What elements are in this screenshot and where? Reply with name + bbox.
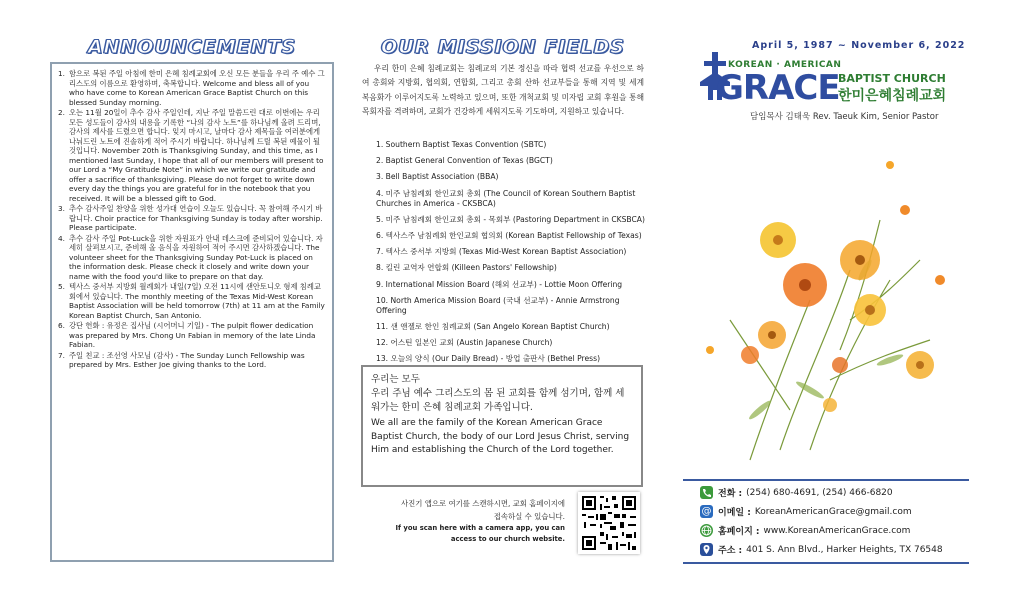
- announcements-list: [58, 69, 326, 370]
- mission-item: 2. Baptist General Convention of Texas (BGCT): [376, 156, 553, 166]
- mission-title: OUR MISSION FIELDS: [381, 36, 625, 58]
- address-value: 401 S. Ann Blvd., Harker Heights, TX 76548: [746, 544, 943, 555]
- mission-item: 9. International Mission Board (해외 선교부) - Lottie Moon Offering: [376, 279, 623, 289]
- item-text: 강단 헌화 : 유정은 집사님 (시어머니 기일) - The pulpit flower dedication was prepared by Mrs. Chong Un Fabian in memory of the late Linda Fabian.: [69, 321, 316, 349]
- item-text: 추수 감사주일 찬양을 위한 성가대 연습이 오늘도 있습니다. 꼭 참여해 주시기 바랍니다. Choir practice for Thanksgiving Sunday is today after worship. Please participate.: [69, 204, 323, 232]
- item-number: 5.: [58, 282, 65, 291]
- mission-item: 13. 오늘의 양식 (Our Daily Bread) - 방업 출판사 (Bethel Press): [376, 354, 601, 364]
- family-ko-heading: 우리는 모두: [371, 374, 420, 385]
- mission-item: 1. Southern Baptist Texas Convention (SBTC): [376, 140, 547, 149]
- mission-item: 4. 미주 남침례회 한인교회 총회 (The Council of Korean Southern Baptist Churches in America - CKSBCA): [376, 188, 636, 208]
- phone-value: (254) 680-4691, (254) 466-6820: [746, 487, 893, 498]
- phone-label: 전화 :: [718, 489, 743, 499]
- address-label: 주소 :: [718, 546, 743, 556]
- announcement-item: [58, 351, 326, 370]
- mission-item: 11. 샌 앤젤로 한인 침례교회 (San Angelo Korean Baptist Church): [376, 321, 610, 331]
- contact-phone: [700, 486, 893, 499]
- item-text: 텍사스 중서부 지방회 월례회가 내일(7일) 오전 11시에 샌안토니오 형제 침례교회에서 있습니다. The monthly meeting of the Texas Mid-West Korean Baptist Association will be held tomorrow (7th) at 11 am at the Family Korean Baptist Church, San Antonio.: [69, 282, 325, 320]
- logo-grace: GRACE: [716, 68, 840, 108]
- church-logo: [680, 52, 980, 108]
- item-text: 함으로 복된 주일 아침에 한미 은혜 침례교회에 오신 모든 분들을 우리 주 예수 그리스도의 이름으로 환영하며, 축복합니다. Welcome and bless all of you who have come to Korean American Grace Baptist Church on this blessed Sunday morning.: [69, 69, 325, 107]
- mission-item: 6. 텍사스주 남침례회 한인교회 협의회 (Korean Baptist Fellowship of Texas): [376, 230, 642, 240]
- mission-item: 10. North America Mission Board (국내 선교부) - Annie Armstrong Offering: [376, 295, 620, 315]
- announcements-title: ANNOUNCEMENTS: [87, 36, 297, 58]
- logo-baptist-church: BAPTIST CHURCH: [838, 72, 946, 85]
- qr-code-icon: [578, 492, 640, 554]
- mission-item: 7. 텍사스 중서부 지방회 (Texas Mid-West Korean Baptist Association): [376, 247, 627, 257]
- phone-icon: [700, 486, 713, 499]
- globe-icon: [700, 524, 713, 537]
- map-pin-icon: [700, 543, 713, 556]
- contact-email: [700, 505, 912, 518]
- email-value[interactable]: KoreanAmericanGrace@gmail.com: [754, 506, 912, 517]
- contact-website: [700, 524, 910, 537]
- email-icon: @: [701, 506, 712, 517]
- flower-illustration: [690, 150, 970, 470]
- family-en-text: We all are the family of the Korean American Grace Baptist Church, the body of our Lord Jesus Christ, serving Him and establishing the Church of the Lord together.: [371, 418, 630, 455]
- announcement-item: [58, 282, 326, 320]
- church-dates: April 5, 1987 ~ November 6, 2022: [752, 40, 966, 51]
- announcements-box: [50, 62, 334, 562]
- contact-divider-top: [683, 479, 969, 481]
- mission-list: [376, 140, 646, 370]
- qr-code[interactable]: [578, 492, 640, 554]
- mission-item: 8. 킬린 교역자 연합회 (Killeen Pastors' Fellowship): [376, 263, 557, 273]
- family-ko-text: 우리 주님 예수 그리스도의 몸 된 교회를 함께 섬기며, 함께 세워가는 한미 은혜 침례교회 가족입니다.: [371, 388, 625, 413]
- item-number: 1.: [58, 69, 65, 78]
- scan-instruction-en: If you scan here with a camera app, you can access to our church website.: [395, 524, 565, 543]
- item-number: 4.: [58, 233, 65, 243]
- item-number: 3.: [58, 204, 65, 213]
- announcement-item: [58, 69, 326, 107]
- contact-divider-bottom: [683, 562, 969, 564]
- item-number: 7.: [58, 350, 65, 360]
- logo-korean-american: KOREAN · AMERICAN: [728, 60, 842, 70]
- contact-address: [700, 543, 943, 556]
- mission-intro: 우리 한미 은혜 침례교회는 침례교의 기본 정신을 따라 협력 선교를 우선으로 하여 총회와 지방회, 협의회, 연합회, 그리고 총회 산하 선교부들을 통해 지역 및 세계 복음화가 이루어지도록 노력하고 있으며, 또한 개척교회 및 미자립 교회 후원을 통해 목회자를 격려하며, 교회가 건강하게 세워지도록 기도하며, 지원하고 있습니다.: [362, 64, 644, 117]
- logo-korean-name: 한미은혜침례교회: [838, 88, 947, 104]
- mission-item: 3. Bell Baptist Association (BBA): [376, 172, 499, 182]
- announcement-item: [58, 204, 326, 233]
- mission-item: 12. 어스틴 일본인 교회 (Austin Japanese Church): [376, 338, 553, 348]
- email-label: 이메일 :: [718, 508, 751, 518]
- item-text: 오는 11월 20일이 추수 감사 주일인데, 지난 주일 말씀드린 대로 이번에는 우리 모든 성도들이 감사의 내용을 기록한 “나의 감사 노트”를 하나님께 올려 드리며, 감사의 제사를 드렸으면 합니다. 잊지 마시고, 날마다 감사 제목들을 여러분에게 나눠드린 노트에 진솔하게 적어 주시기 바랍니다. 하나님께 드릴 복된 예물이 될 것입니다. November 20th is Thanksgiving Sunday, and this time, as I mentioned last Sunday, I hope that all of our members will present to our Lord a “My Gratitude Note” in which we write our gratitude and offer a sacrifice of thanksgiving. Please do not forget to write down every day the things you are grateful for in the notebook that you received. It will be a blessed gift to God.: [69, 108, 324, 203]
- item-text: 주일 친교 : 조선영 사모님 (감사) - The Sunday Lunch Fellowship was prepared by Mrs. Esther Joe giving thanks to the Lord.: [69, 350, 305, 369]
- mission-item: 5. 미주 남침례회 한인교회 총회 - 목회부 (Pastoring Department in CKSBCA): [376, 214, 645, 224]
- announcement-item: [58, 108, 326, 203]
- item-number: 2.: [58, 108, 65, 117]
- web-value[interactable]: www.KoreanAmericanGrace.com: [763, 525, 911, 536]
- web-label: 홈페이지 :: [718, 527, 760, 537]
- announcement-item: [58, 234, 326, 282]
- item-number: 6.: [58, 321, 65, 330]
- item-text: 추수 감사 주일 Pot-Luck을 위한 자원표가 안내 데스크에 준비되어 있습니다. 자세히 살펴보시고, 준비해 올 음식을 자원하여 적어 주시면 감사하겠습니다. The volunteer sheet for the Thanksgiving Sunday Pot-Luck is placed on the information desk. Please check it closely and write down your name with the food you'd like to prepare on that day.: [69, 233, 323, 281]
- family-statement-box: [361, 365, 643, 487]
- scan-instruction-ko: 사진기 앱으로 여기를 스캔하시면, 교회 홈페이지에 접속하실 수 있습니다.: [400, 499, 565, 521]
- senior-pastor: 담임목사 김태욱 Rev. Taeuk Kim, Senior Pastor: [750, 112, 939, 122]
- announcement-item: [58, 321, 326, 350]
